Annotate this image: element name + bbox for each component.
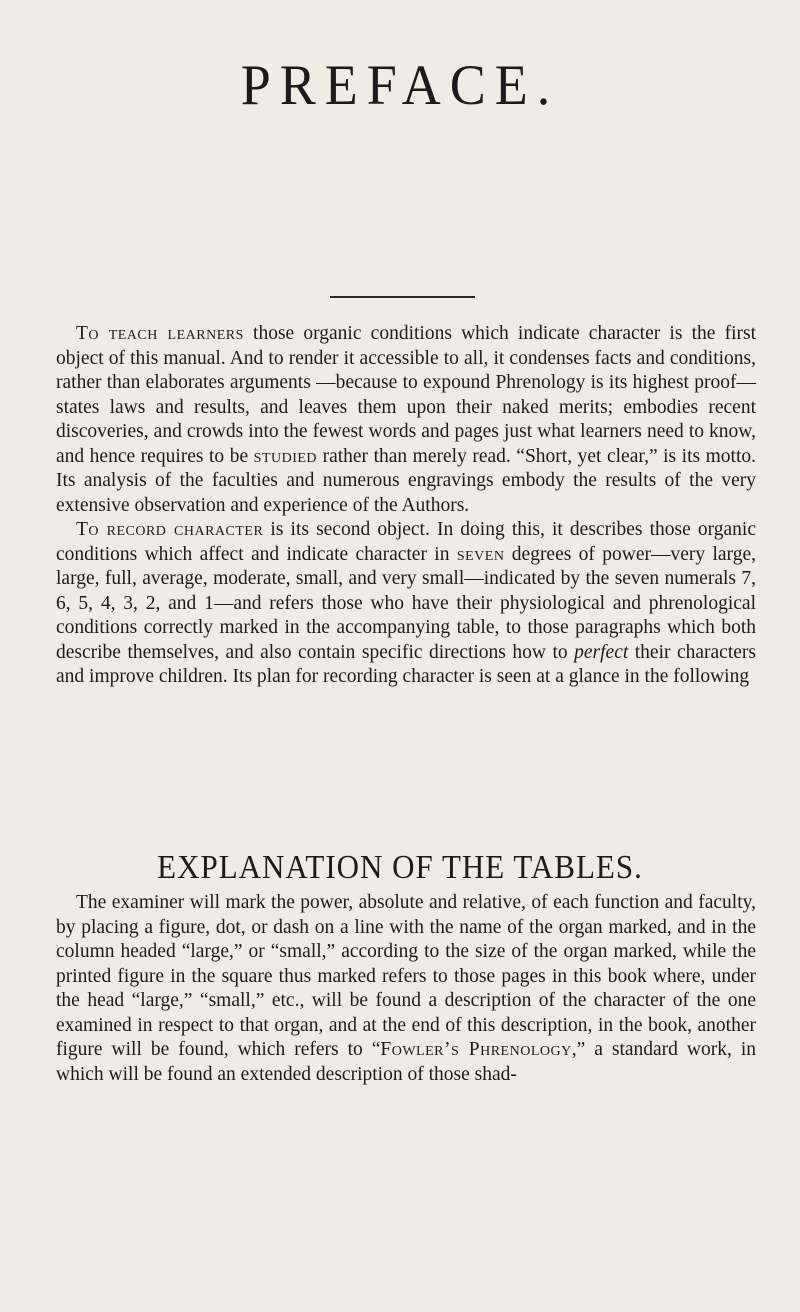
paragraph-text: degrees of power—very large, large, full, average, moderate, small, and very small—indicated by the seven numerals 7, 6, 5, 4, 3, 2, and 1—and refers those who have their physiological and phrenological conditions correctly marked in the accompanying table, to those paragraphs which both describe themselves, and also contain specific directions how to [56,543,756,663]
explanation-body [56,891,756,1087]
paragraph-text: those organic conditions which indicate character is the first object of this manual. And to render it accessible to all, it condenses facts and conditions, rather than elaborates arguments —because to expound Phrenology is its highest proof—states laws and results, and leaves them upon their naked merits; embodies recent discoveries, and crowds into the fewest words and pages just what learners need to know, and hence requires to be [56,323,756,467]
paragraph-text: ,” a standard work, in which will be found an extended description of those shad- [56,1039,756,1085]
paragraph-text: is its second object. In doing this, it describes those organic conditions which affect and indicate character in [56,519,756,565]
emphasis-seven: seven [456,543,505,565]
lead-phrase: To teach learners [76,323,244,344]
paragraph-text: The examiner will mark the power, absolute and relative, of each function and faculty, by placing a figure, dot, or dash on a line with the name of the organ marked, and in the column headed “large,” or “small,” according to the size of the organ marked, while the printed figure in the square thus marked refers to those pages in this book where, under the head “large,” “small,” etc., will be found a description of the character of the one examined in respect to that organ, and at the end of this description, in the book, another figure will be found, which refers to “ [56,892,756,1060]
emphasis-studied: studied [253,445,318,467]
paragraph-first-object [56,322,756,518]
section-heading: EXPLANATION OF THE TABLES. [157,847,643,886]
paragraph-second-object [56,518,756,690]
paragraph-text: rather than merely read. “Short, yet clear,” is its motto. Its analysis of the faculties and numerous engravings embody the results of the very extensive observation and experience of the Authors. [56,445,756,516]
divider-rule [330,296,475,298]
emphasis-perfect: perfect [574,641,629,663]
preface-body [56,322,756,690]
paragraph-text: their characters and improve children. Its plan for recording character is seen at a glance in the following [56,641,756,687]
lead-phrase: To record character [76,519,264,540]
page-title: PREFACE. [240,53,560,117]
paragraph-explanation [56,891,756,1087]
book-title-reference: Fowler’s Phrenology [380,1039,572,1060]
